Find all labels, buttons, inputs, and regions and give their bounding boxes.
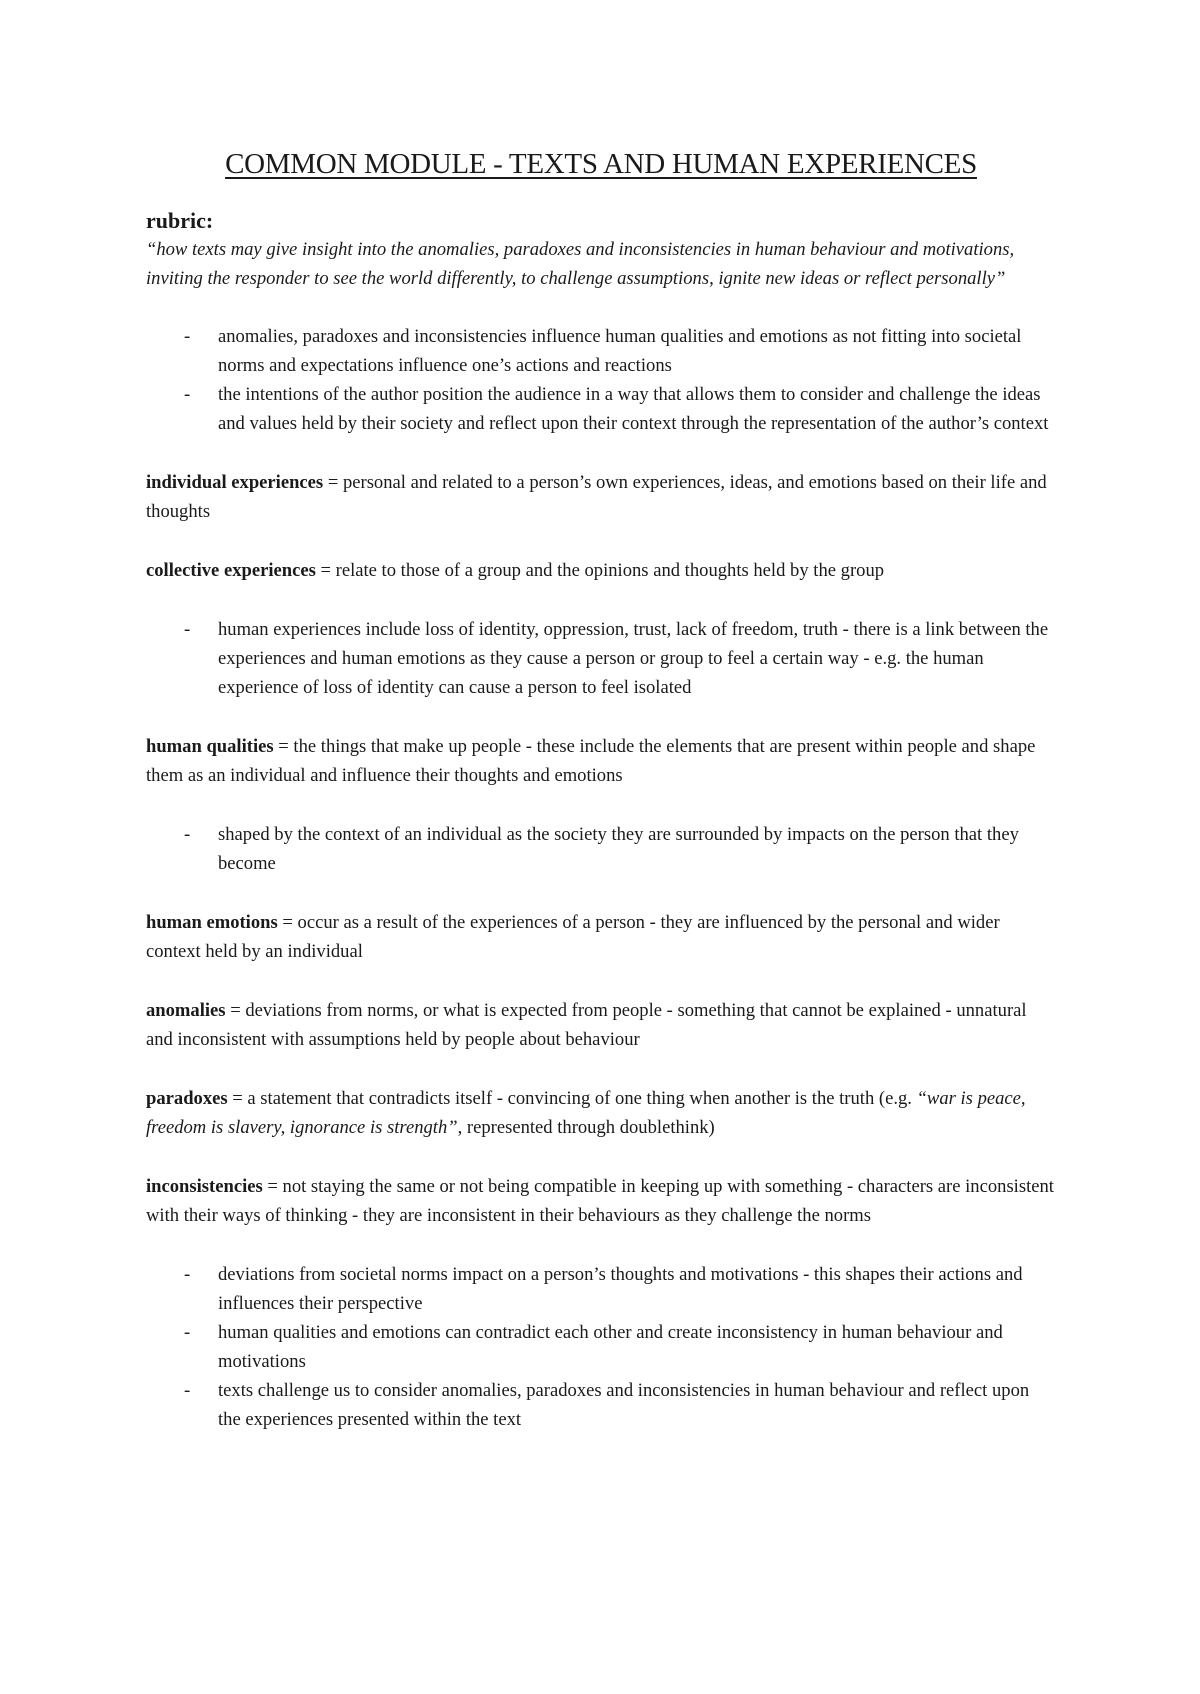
definition-collective-experiences [146,556,1056,585]
list-item [146,615,1056,702]
definition-text: = the things that make up people - these include the elements that are present within people and shape them as an individual and influence their thoughts and emotions [146,736,1036,786]
experience-points-list [146,615,1056,702]
list-item-text: the intentions of the author position the audience in a way that allows them to consider and challenge the ideas and values held by their society and reflect upon their context through the representation of the author’s context [218,384,1049,434]
term-label: human emotions [146,912,278,933]
rubric-heading: rubric: [146,208,214,233]
rubric-quote: “how texts may give insight into the anomalies, paradoxes and inconsistencies in human behaviour and motivations, inviting the responder to see the world differently, to challenge assumptions, ignite new ideas or reflect personally” [146,239,1015,289]
rubric-points-list [146,322,1056,438]
list-item-text: deviations from societal norms impact on a person’s thoughts and motivations - this shapes their actions and influences their perspective [218,1264,1023,1314]
definition-human-qualities [146,732,1056,790]
term-label: anomalies [146,1000,226,1021]
definition-human-emotions [146,908,1056,966]
bullet-dash: - [184,1264,191,1285]
list-item-text: human experiences include loss of identity, oppression, trust, lack of freedom, truth - there is a link between the experiences and human emotions as they cause a person or group to feel a certain way - e.g. the human experience of loss of identity can cause a person to feel isolated [218,619,1049,698]
definition-text: = a statement that contradicts itself - convincing of one thing when another is the truth (e.g. [227,1088,917,1109]
definition-inconsistencies [146,1172,1056,1230]
list-item [146,380,1056,438]
list-item [146,820,1056,878]
definition-text: = deviations from norms, or what is expected from people - something that cannot be explained - unnatural and inconsistent with assumptions held by people about behaviour [146,1000,1027,1050]
page-title: COMMON MODULE - TEXTS AND HUMAN EXPERIENCES [225,148,977,180]
list-item [146,1318,1056,1376]
document-content [146,146,1056,1464]
bullet-dash: - [184,384,191,405]
definition-anomalies [146,996,1056,1054]
definition-text: = not staying the same or not being compatible in keeping up with something - characters are inconsistent with their ways of thinking - they are inconsistent in their behaviours as they challenge the norms [146,1176,1054,1226]
definition-text-end: , represented through doublethink) [457,1117,715,1138]
list-item [146,1260,1056,1318]
list-item [146,1376,1056,1434]
term-label: individual experiences [146,472,324,493]
term-label: inconsistencies [146,1176,263,1197]
bullet-dash: - [184,1380,191,1401]
bullet-dash: - [184,824,191,845]
definition-text: = relate to those of a group and the opinions and thoughts held by the group [315,560,885,581]
list-item-text: texts challenge us to consider anomalies, paradoxes and inconsistencies in human behaviour and reflect upon the experiences presented within the text [218,1380,1030,1430]
term-label: human qualities [146,736,274,757]
definition-paradoxes [146,1084,1056,1142]
definition-text: = personal and related to a person’s own experiences, ideas, and emotions based on their life and thoughts [146,472,1047,522]
list-item [146,322,1056,380]
term-label: collective experiences [146,560,316,581]
term-label: paradoxes [146,1088,228,1109]
definition-individual-experiences [146,468,1056,526]
list-item-text: anomalies, paradoxes and inconsistencies influence human qualities and emotions as not fitting into societal norms and expectations influence one’s actions and reactions [218,326,1022,376]
example-quote: “war is peace, freedom is slavery, ignorance is strength” [146,1088,1026,1138]
list-item-text: shaped by the context of an individual as the society they are surrounded by impacts on the person that they become [218,824,1019,874]
bullet-dash: - [184,1322,191,1343]
definition-text: = occur as a result of the experiences of a person - they are influenced by the personal and wider context held by an individual [146,912,1000,962]
list-item-text: human qualities and emotions can contradict each other and create inconsistency in human behaviour and motivations [218,1322,1003,1372]
bullet-dash: - [184,326,191,347]
final-points-list [146,1260,1056,1434]
bullet-dash: - [184,619,191,640]
qualities-points-list [146,820,1056,878]
